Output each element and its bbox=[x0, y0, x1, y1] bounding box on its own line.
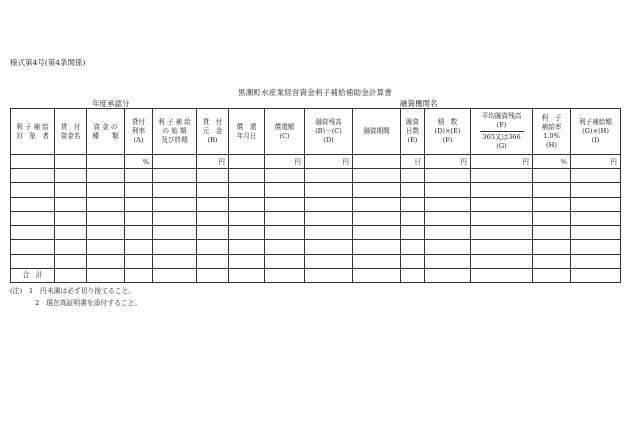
table-cell bbox=[571, 197, 621, 211]
table-cell bbox=[571, 211, 621, 225]
table-cell bbox=[153, 169, 197, 183]
header-line: 利子補給額 bbox=[579, 118, 612, 126]
table-cell bbox=[265, 169, 305, 183]
unit-cell bbox=[353, 155, 401, 169]
table-cell bbox=[425, 254, 471, 268]
table-cell bbox=[533, 169, 571, 183]
table-cell bbox=[197, 183, 229, 197]
header-fund-type bbox=[87, 109, 125, 155]
table-cell bbox=[425, 211, 471, 225]
header-line: (D) bbox=[323, 136, 334, 144]
table-cell bbox=[471, 240, 533, 254]
table-row bbox=[11, 226, 621, 240]
table-row bbox=[11, 211, 621, 225]
table-cell bbox=[353, 211, 401, 225]
table-cell bbox=[401, 183, 425, 197]
table-cell bbox=[11, 197, 55, 211]
table-cell bbox=[153, 197, 197, 211]
table-cell bbox=[125, 211, 153, 225]
header-line: (B) bbox=[207, 136, 218, 144]
header-line: (F) bbox=[442, 136, 453, 144]
header-product-sum bbox=[425, 109, 471, 155]
header-repayment-amount bbox=[265, 109, 305, 155]
header-line: 365又は366 bbox=[482, 133, 521, 141]
table-cell bbox=[571, 254, 621, 268]
header-line: 年月日 bbox=[236, 131, 257, 140]
table-cell bbox=[125, 197, 153, 211]
table-cell bbox=[55, 226, 87, 240]
header-loan-fund-name bbox=[55, 109, 87, 155]
table-cell bbox=[197, 169, 229, 183]
note-1: (注) 1 円未満は必ず切り捨てること。 bbox=[10, 287, 136, 295]
notes bbox=[10, 285, 141, 309]
header-line: 貸 付 bbox=[202, 118, 223, 126]
table-cell bbox=[229, 254, 265, 268]
table-cell bbox=[197, 197, 229, 211]
table-cell bbox=[229, 269, 265, 283]
table-cell bbox=[305, 211, 353, 225]
table-row bbox=[11, 240, 621, 254]
table-cell bbox=[197, 240, 229, 254]
table-cell bbox=[533, 240, 571, 254]
table-cell bbox=[197, 226, 229, 240]
header-line: (B)－(C) bbox=[315, 127, 342, 135]
header-line: 利 子 補 給 bbox=[158, 118, 191, 126]
table-cell bbox=[125, 254, 153, 268]
unit-cell: 円 bbox=[471, 155, 533, 169]
table-cell bbox=[125, 269, 153, 283]
note-2: 2 現在高証明書を添付すること。 bbox=[35, 299, 142, 307]
table-row bbox=[11, 183, 621, 197]
header-line: 融資期間 bbox=[363, 127, 390, 135]
table-cell bbox=[87, 269, 125, 283]
header-line: 種 類 bbox=[92, 131, 119, 140]
table-cell bbox=[425, 269, 471, 283]
subsidy-calculation-table bbox=[10, 108, 621, 283]
table-cell bbox=[11, 226, 55, 240]
header-line: 貸付 bbox=[131, 118, 146, 126]
total-label: 合 計 bbox=[11, 269, 55, 283]
unit-cell: % bbox=[125, 155, 153, 169]
header-line: (H) bbox=[546, 140, 557, 149]
table-cell bbox=[125, 183, 153, 197]
table-cell bbox=[153, 226, 197, 240]
unit-cell bbox=[55, 155, 87, 169]
table-cell bbox=[425, 240, 471, 254]
header-line: 融資 bbox=[405, 118, 420, 126]
total-row bbox=[11, 269, 621, 283]
header-loan-principal bbox=[197, 109, 229, 155]
table-cell bbox=[265, 183, 305, 197]
table-cell bbox=[425, 183, 471, 197]
table-cell bbox=[471, 169, 533, 183]
header-line: 資 金 の bbox=[93, 122, 118, 131]
table-cell bbox=[471, 183, 533, 197]
header-line: 元 金 bbox=[202, 127, 223, 135]
header-line: 利 子 補 給 bbox=[16, 122, 49, 131]
table-cell bbox=[471, 211, 533, 225]
table-cell bbox=[353, 269, 401, 283]
header-loan-interest-rate bbox=[125, 109, 153, 155]
table-cell bbox=[11, 254, 55, 268]
table-cell bbox=[305, 169, 353, 183]
table-cell bbox=[55, 169, 87, 183]
unit-cell bbox=[87, 155, 125, 169]
table-row bbox=[11, 169, 621, 183]
header-repayment-date bbox=[229, 109, 265, 155]
table-cell bbox=[471, 226, 533, 240]
table-cell bbox=[353, 183, 401, 197]
table-cell bbox=[471, 197, 533, 211]
table-cell bbox=[55, 211, 87, 225]
table-cell bbox=[265, 211, 305, 225]
table-cell bbox=[533, 211, 571, 225]
unit-cell: 円 bbox=[197, 155, 229, 169]
table-cell bbox=[11, 169, 55, 183]
table-cell bbox=[401, 197, 425, 211]
table-cell bbox=[401, 169, 425, 183]
table-cell bbox=[197, 269, 229, 283]
header-line: 資金名 bbox=[60, 131, 81, 140]
header-line: 及び終期 bbox=[161, 136, 188, 144]
header-line: の 始 期 bbox=[162, 127, 187, 135]
table-cell bbox=[265, 197, 305, 211]
table-cell bbox=[533, 226, 571, 240]
table-cell bbox=[305, 183, 353, 197]
table-cell bbox=[87, 197, 125, 211]
table-cell bbox=[533, 269, 571, 283]
table-cell bbox=[229, 169, 265, 183]
header-line: 1.0% bbox=[543, 131, 560, 140]
table-cell bbox=[125, 240, 153, 254]
table-cell bbox=[87, 183, 125, 197]
unit-cell bbox=[11, 155, 55, 169]
table-cell bbox=[55, 254, 87, 268]
header-line: 貸 付 bbox=[60, 122, 81, 131]
unit-cell: 円 bbox=[305, 155, 353, 169]
header-line: (A) bbox=[133, 136, 144, 144]
table-cell bbox=[11, 183, 55, 197]
header-subsidy-recipient bbox=[11, 109, 55, 155]
table-cell bbox=[571, 226, 621, 240]
table-cell bbox=[305, 254, 353, 268]
header-line: 償 還 bbox=[236, 122, 257, 131]
table-cell bbox=[87, 226, 125, 240]
header-loan-period bbox=[353, 109, 401, 155]
table-cell bbox=[153, 211, 197, 225]
table-cell bbox=[11, 240, 55, 254]
header-line: 利率 bbox=[131, 127, 146, 135]
table-cell bbox=[571, 169, 621, 183]
header-line: (D)×(E) bbox=[434, 127, 461, 135]
table-cell bbox=[229, 183, 265, 197]
table-cell bbox=[401, 254, 425, 268]
table-cell bbox=[533, 183, 571, 197]
header-loan-balance bbox=[305, 109, 353, 155]
table-cell bbox=[55, 197, 87, 211]
header-line: 利 子 bbox=[541, 113, 562, 122]
unit-cell: 円 bbox=[425, 155, 471, 169]
table-cell bbox=[153, 240, 197, 254]
table-cell bbox=[229, 226, 265, 240]
unit-cell bbox=[229, 155, 265, 169]
table-cell bbox=[11, 211, 55, 225]
header-subsidy-period bbox=[153, 109, 197, 155]
table-cell bbox=[197, 254, 229, 268]
header-line: (E) bbox=[407, 136, 418, 144]
table-row bbox=[11, 197, 621, 211]
unit-cell: 円 bbox=[265, 155, 305, 169]
header-line: 融資残高 bbox=[315, 118, 342, 126]
table-cell bbox=[401, 240, 425, 254]
header-line: 対 象 者 bbox=[16, 131, 49, 140]
header-subsidy-rate bbox=[533, 109, 571, 155]
lender-name-label: 融資機関名 bbox=[400, 99, 438, 108]
header-line: (G) bbox=[496, 142, 507, 150]
table-cell bbox=[305, 269, 353, 283]
unit-cell: % bbox=[533, 155, 571, 169]
table-cell bbox=[471, 269, 533, 283]
year-approved-label: 年度承認分 bbox=[92, 99, 130, 108]
header-line: 日数 bbox=[405, 127, 420, 135]
header-average-loan-balance bbox=[471, 109, 533, 155]
table-cell bbox=[571, 269, 621, 283]
header-line: (I) bbox=[591, 136, 600, 144]
table-cell bbox=[229, 240, 265, 254]
header-line: 補給率 bbox=[541, 122, 562, 131]
table-cell bbox=[153, 254, 197, 268]
table-cell bbox=[353, 169, 401, 183]
unit-cell: 日 bbox=[401, 155, 425, 169]
table-cell bbox=[229, 197, 265, 211]
table-cell bbox=[87, 240, 125, 254]
header-row bbox=[11, 109, 621, 155]
table-cell bbox=[425, 226, 471, 240]
table-cell bbox=[265, 226, 305, 240]
form-number: 様式第4号(第4条関係) bbox=[10, 58, 86, 67]
table-cell bbox=[87, 211, 125, 225]
header-subsidy-amount bbox=[571, 109, 621, 155]
table-cell bbox=[353, 197, 401, 211]
header-line: 積 数 bbox=[437, 118, 458, 126]
table-cell bbox=[55, 269, 87, 283]
table-cell bbox=[305, 240, 353, 254]
table-cell bbox=[353, 226, 401, 240]
table-cell bbox=[401, 226, 425, 240]
table-cell bbox=[87, 254, 125, 268]
unit-cell bbox=[153, 155, 197, 169]
table-cell bbox=[153, 183, 197, 197]
table-cell bbox=[305, 226, 353, 240]
table-cell bbox=[87, 169, 125, 183]
table-cell bbox=[125, 169, 153, 183]
table-cell bbox=[533, 254, 571, 268]
header-line: (G)×(H) bbox=[582, 127, 609, 135]
table-cell bbox=[401, 269, 425, 283]
unit-cell: 円 bbox=[571, 155, 621, 169]
header-line: 償還額 bbox=[274, 122, 295, 131]
table-cell bbox=[153, 269, 197, 283]
header-line: (C) bbox=[279, 131, 290, 140]
fraction-bar bbox=[480, 131, 524, 132]
table-cell bbox=[571, 240, 621, 254]
table-cell bbox=[125, 226, 153, 240]
table-cell bbox=[533, 197, 571, 211]
table-cell bbox=[197, 211, 229, 225]
table-cell bbox=[571, 183, 621, 197]
header-loan-days bbox=[401, 109, 425, 155]
table-cell bbox=[353, 240, 401, 254]
header-line: 平均融資残高 bbox=[481, 112, 522, 120]
table-row bbox=[11, 254, 621, 268]
document-title: 黒潮町水産業経営資金利子補給補助金計算書 bbox=[238, 88, 392, 97]
table-cell bbox=[425, 197, 471, 211]
table-cell bbox=[265, 269, 305, 283]
table-cell bbox=[229, 211, 265, 225]
table-cell bbox=[55, 240, 87, 254]
table-cell bbox=[401, 211, 425, 225]
table-cell bbox=[265, 254, 305, 268]
table-cell bbox=[471, 254, 533, 268]
table-cell bbox=[353, 254, 401, 268]
table-cell bbox=[55, 183, 87, 197]
unit-row bbox=[11, 155, 621, 169]
table-cell bbox=[425, 169, 471, 183]
table-cell bbox=[265, 240, 305, 254]
header-line: (F) bbox=[496, 121, 507, 129]
table-cell bbox=[305, 197, 353, 211]
